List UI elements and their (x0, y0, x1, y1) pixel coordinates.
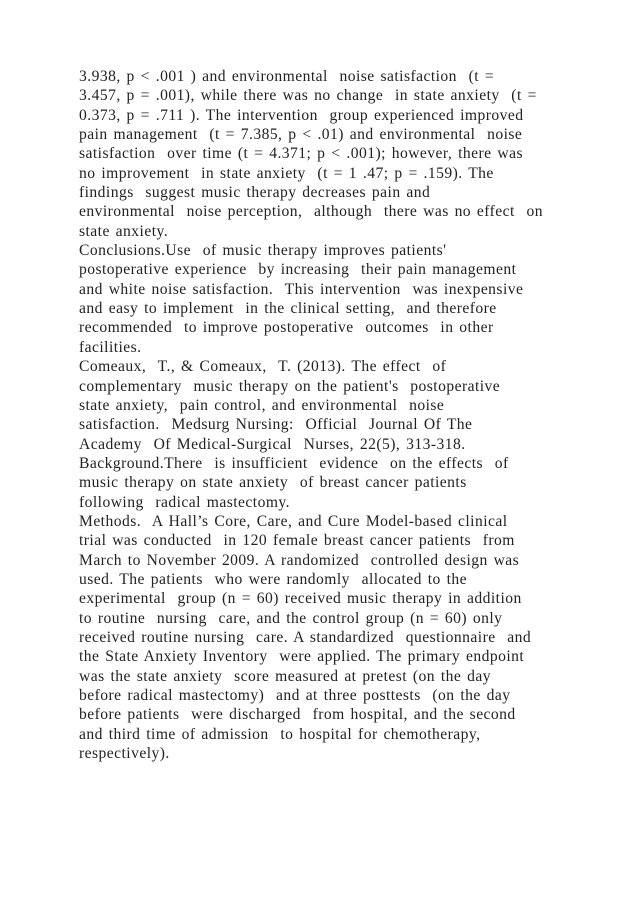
text-line: state anxiety. (79, 222, 169, 240)
text-line: trial was conducted in 120 female breast cancer patients from (79, 532, 515, 550)
text-line: environmental noise perception, although there was no effect on (79, 203, 543, 221)
text-line: 0.373, p = .711 ). The intervention group experienced improved (79, 106, 524, 124)
text-line: Background.There is insufficient evidence on the effects of (79, 454, 509, 472)
text-line: 3.457, p = .001), while there was no change in state anxiety (t = (79, 87, 537, 105)
text-line: state anxiety, pain control, and environmental noise (79, 396, 445, 414)
text-line: and easy to implement in the clinical setting, and therefore (79, 300, 497, 318)
text-line: March to November 2009. A randomized controlled design was (79, 551, 520, 569)
text-line: following radical mastectomy. (79, 493, 290, 511)
text-line: findings suggest music therapy decreases pain and (79, 184, 431, 202)
text-line: experimental group (n = 60) received music therapy in addition (79, 590, 522, 608)
text-line: and white noise satisfaction. This intervention was inexpensive (79, 280, 524, 298)
text-line: postoperative experience by increasing their pain management (79, 261, 517, 279)
text-line: the State Anxiety Inventory were applied. The primary endpoint (79, 648, 525, 666)
text-line: before patients were discharged from hospital, and the second (79, 706, 516, 724)
text-line: Methods. A Hall’s Core, Care, and Cure Model-based clinical (79, 512, 508, 530)
text-line: music therapy on state anxiety of breast cancer patients (79, 474, 467, 492)
text-line: facilities. (79, 338, 142, 356)
text-line: recommended to improve postoperative outcomes in other (79, 319, 494, 337)
text-line: Comeaux, T., & Comeaux, T. (2013). The effect of (79, 358, 447, 376)
text-line: and third time of admission to hospital for chemotherapy, (79, 725, 481, 743)
body-text (79, 67, 579, 763)
text-line: complementary music therapy on the patient's postoperative (79, 377, 501, 395)
text-line: pain management (t = 7.385, p < .01) and environmental noise (79, 126, 523, 144)
text-line: Conclusions.Use of music therapy improves patients' (79, 242, 447, 260)
text-line: before radical mastectomy) and at three posttests (on the day (79, 687, 511, 704)
text-line: 3.938, p < .001 ) and environmental noise satisfaction (t = (79, 68, 495, 85)
text-line: satisfaction over time (t = 4.371; p < .001); however, there was (79, 145, 523, 163)
text-line: to routine nursing care, and the control group (n = 60) only (79, 609, 503, 627)
text-line: Academy Of Medical-Surgical Nurses, 22(5), 313-318. (79, 435, 466, 453)
text-line: satisfaction. Medsurg Nursing: Official Journal Of The (79, 416, 473, 434)
text-line: respectively). (79, 745, 170, 763)
text-line: was the state anxiety score measured at pretest (on the day (79, 667, 491, 685)
text-line: no improvement in state anxiety (t = 1 .47; p = .159). The (79, 164, 494, 182)
text-line: used. The patients who were randomly allocated to the (79, 570, 468, 588)
text-line: received routine nursing care. A standardized questionnaire and (79, 628, 532, 646)
